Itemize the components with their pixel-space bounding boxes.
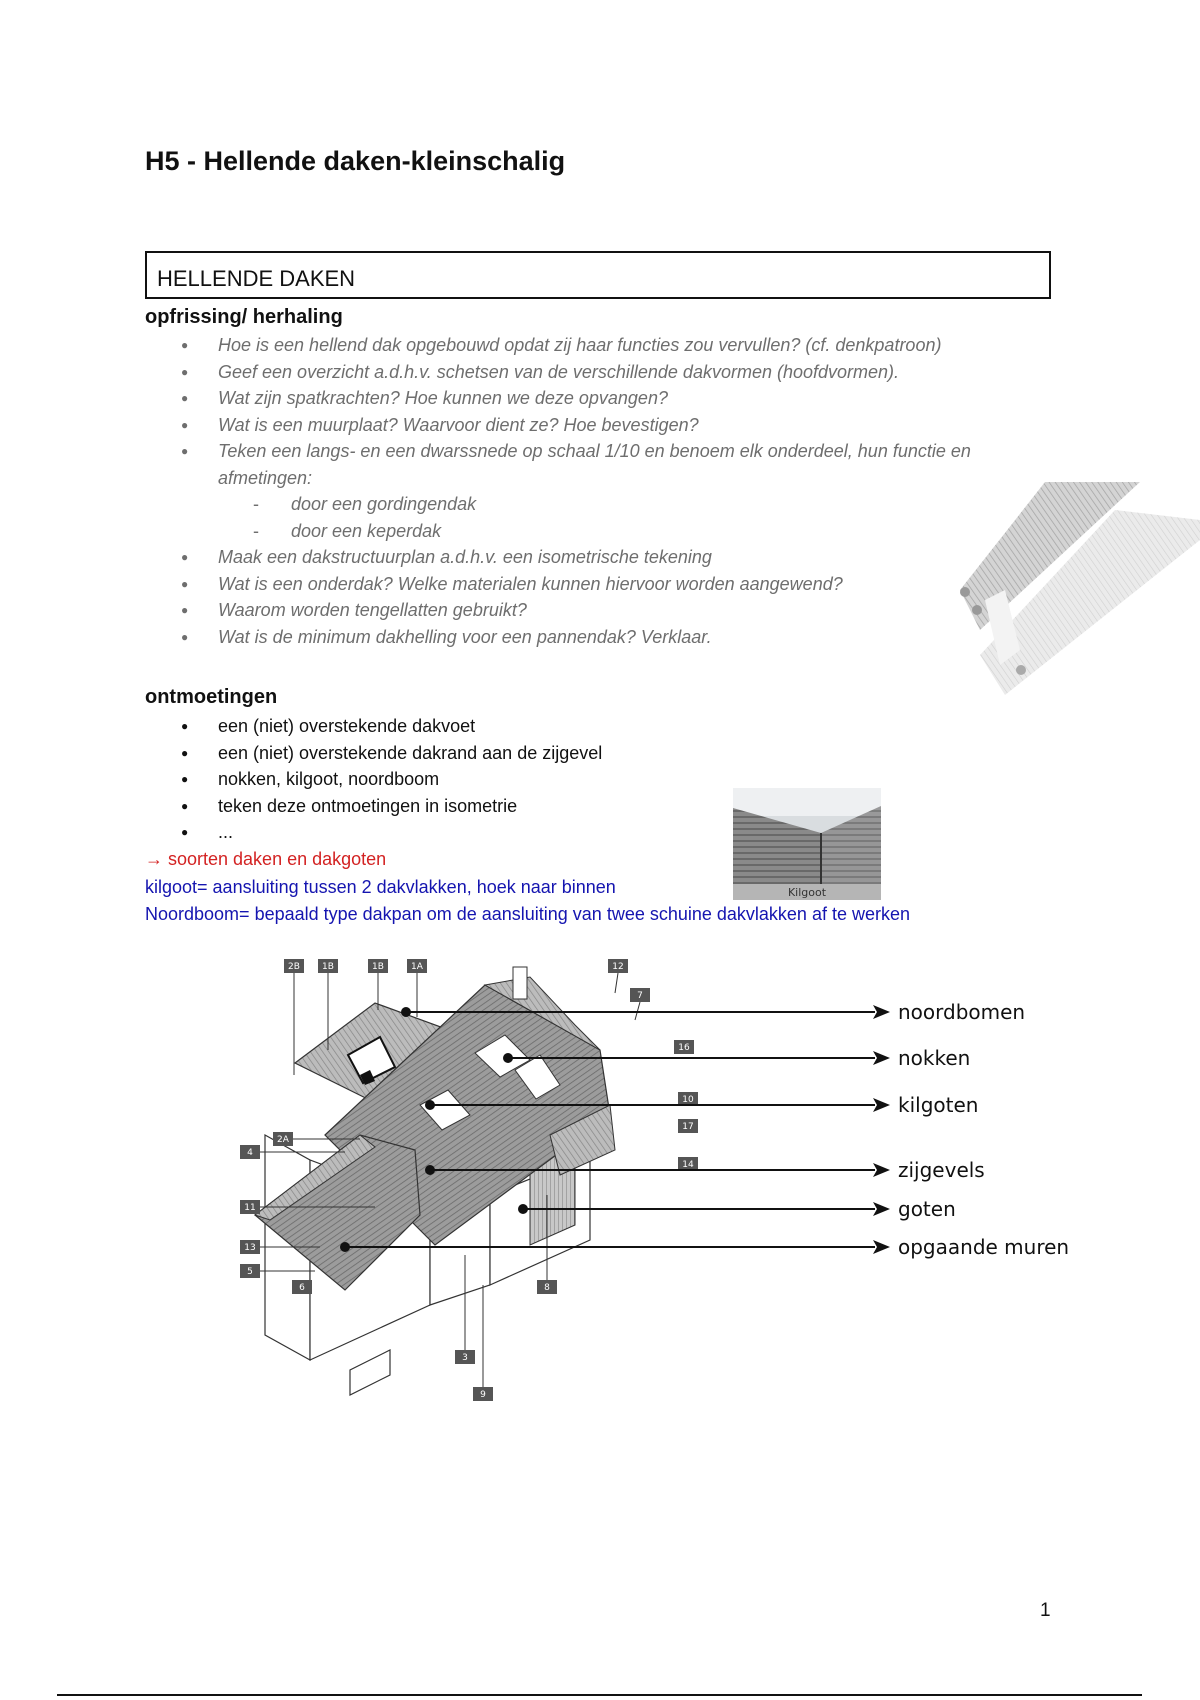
label-noordbomen: noordbomen [898, 1000, 1026, 1024]
list-item: ● Wat is de minimum dakhelling voor een pannendak? Verklaar. [145, 624, 1045, 651]
svg-text:9: 9 [480, 1390, 486, 1400]
svg-text:5: 5 [247, 1267, 253, 1277]
list-item: ● Geef een overzicht a.d.h.v. schetsen van de verschillende dakvormen (hoofdvormen). [145, 359, 1045, 386]
list-item: ● Hoe is een hellend dak opgebouwd opdat zij haar functies zou vervullen? (cf. denkpatroon) [145, 332, 1045, 359]
list-item: ● Waarom worden tengellatten gebruikt? [145, 597, 1045, 624]
svg-text:1B: 1B [372, 962, 384, 972]
tag-10 [678, 1092, 698, 1106]
tag-8 [537, 1280, 557, 1294]
arrow-line: → soorten daken en dakgoten [145, 849, 387, 869]
tag-4 [240, 1145, 260, 1159]
refresh-list [145, 332, 1045, 650]
photo-caption: Kilgoot [787, 886, 827, 899]
svg-text:10: 10 [682, 1095, 694, 1105]
list-item: ● Maak een dakstructuurplan a.d.h.v. een isometrische tekening [145, 544, 1045, 571]
tag-16 [674, 1040, 694, 1054]
list-item: ● Wat is een muurplaat? Waarvoor dient ze? Hoe bevestigen? [145, 412, 1045, 439]
svg-text:14: 14 [682, 1160, 694, 1170]
tag-1b-second [368, 959, 388, 973]
list-item: ● ... [145, 819, 602, 846]
tag-9 [473, 1387, 493, 1401]
list-item: ● teken deze ontmoetingen in isometrie [145, 793, 602, 820]
tag-7 [630, 988, 650, 1002]
tag-14 [678, 1157, 698, 1171]
section-box [145, 251, 1051, 299]
label-goten: goten [898, 1197, 956, 1221]
list-item: ● Wat zijn spatkrachten? Hoe kunnen we deze opvangen? [145, 385, 1045, 412]
svg-text:16: 16 [678, 1043, 690, 1053]
svg-text:7: 7 [637, 991, 643, 1001]
kilgoot-photo [733, 788, 881, 900]
tag-1b [318, 959, 338, 973]
svg-text:11: 11 [244, 1203, 256, 1213]
label-opgaande-muren: opgaande muren [898, 1235, 1070, 1259]
tag-17 [678, 1119, 698, 1133]
tag-11 [240, 1200, 260, 1214]
tag-2b [284, 959, 304, 973]
meetings-list [145, 713, 602, 846]
svg-text:12: 12 [612, 962, 624, 972]
section-box-title: HELLENDE DAKEN [157, 266, 356, 291]
tag-2a [273, 1132, 293, 1146]
svg-text:6: 6 [299, 1283, 305, 1293]
svg-text:2B: 2B [288, 962, 300, 972]
svg-text:1B: 1B [322, 962, 334, 972]
tag-12 [608, 959, 628, 973]
list-item-text: Teken een langs- en een dwarssnede op schaal 1/10 en benoem elk onderdeel, hun functie en afmetingen: [218, 441, 971, 488]
definition-noordboom: Noordboom= bepaald type dakpan om de aansluiting van twee schuine dakvlakken af te werken [145, 904, 910, 924]
definition-kilgoot: kilgoot= aansluiting tussen 2 dakvlakken, hoek naar binnen [145, 877, 616, 897]
label-zijgevels: zijgevels [898, 1158, 985, 1182]
list-item: ● nokken, kilgoot, noordboom [145, 766, 602, 793]
tag-1a [407, 959, 427, 973]
svg-text:1A: 1A [411, 962, 423, 972]
roof-section-illustration [925, 480, 1200, 705]
label-kilgoten: kilgoten [898, 1093, 979, 1117]
tag-3 [455, 1350, 475, 1364]
sub-list-item: - door een gordingendak [218, 491, 1045, 518]
refresh-heading: opfrissing/ herhaling [145, 306, 343, 328]
list-item: ● een (niet) overstekende dakrand aan de zijgevel [145, 740, 602, 767]
chimney [513, 967, 527, 999]
page-title: H5 - Hellende daken-kleinschalig [145, 146, 566, 176]
list-item: ● een (niet) overstekende dakvoet [145, 713, 602, 740]
list-item: ● Wat is een onderdak? Welke materialen kunnen hiervoor worden aangewend? [145, 571, 1045, 598]
list-item [145, 438, 1045, 544]
page-number: 1 [1040, 1600, 1051, 1621]
meetings-heading: ontmoetingen [145, 686, 278, 708]
tag-6 [292, 1280, 312, 1294]
svg-text:13: 13 [244, 1243, 256, 1253]
svg-text:3: 3 [462, 1353, 468, 1363]
svg-text:4: 4 [247, 1148, 253, 1158]
tag-13 [240, 1240, 260, 1254]
svg-text:8: 8 [544, 1283, 550, 1293]
house-diagram [230, 955, 1080, 1415]
svg-text:17: 17 [682, 1122, 694, 1132]
label-nokken: nokken [898, 1046, 971, 1070]
footer-divider [57, 1694, 1142, 1696]
svg-text:2A: 2A [277, 1135, 289, 1145]
tag-5 [240, 1264, 260, 1278]
sub-list-item: - door een keperdak [218, 518, 1045, 545]
